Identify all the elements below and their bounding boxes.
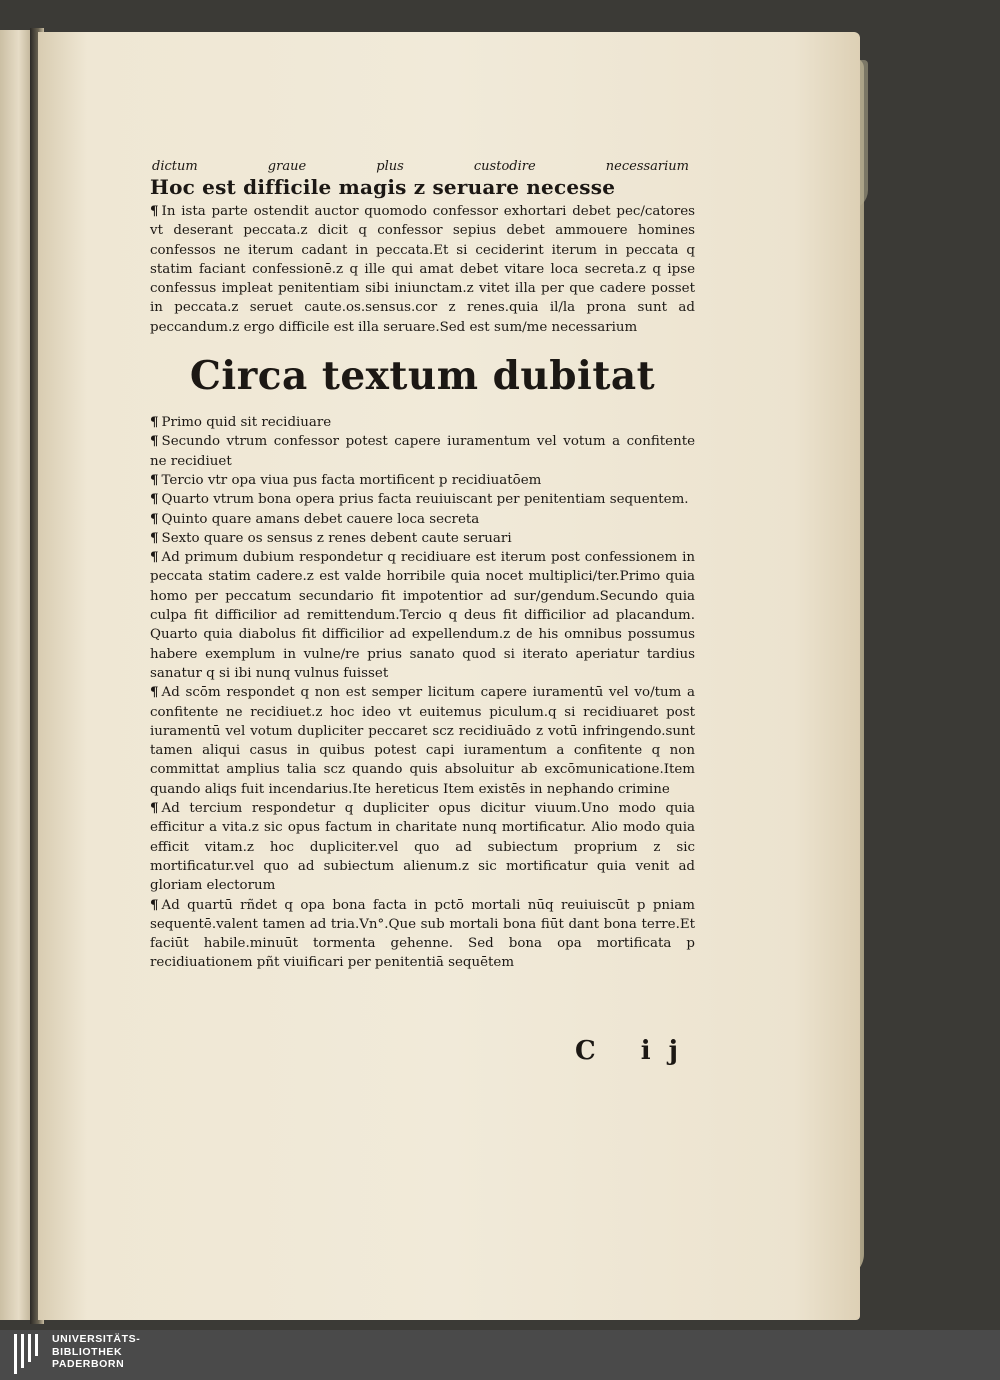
pilcrow-icon: ¶ (150, 203, 159, 219)
pilcrow-icon: ¶ (150, 684, 159, 701)
pilcrow-icon: ¶ (150, 800, 159, 817)
answer-text: Ad quartū rñdet q opa bona facta in pctō mortali nūq reuiuiscūt p pniam sequentē.valent tamen ad tria.Vn°.Que sub mortali bona fiūt dant bona terre.Et faciūt habile.minuūt tormenta gehenne. Sed bona opa mortificata p recidiuationem pñt viuificari per penitentiā sequētem (150, 897, 695, 971)
pilcrow-icon: ¶ (150, 896, 159, 913)
question-text: Sexto quare os sensus z renes debent caute seruari (161, 530, 512, 546)
question-list (150, 413, 695, 548)
answer-text: Ad scōm respondet q non est semper licitum capere iuramentū vel vo/tum a confitente ne recidiuet.z hoc ideo vt euitemus piculum.q si recidiuaret post iuramentū vel votum dupliciter peccaret scz recidiuādo z votū infringendo.sunt tamen aliqui casus in quibus potest capi iuramentum a confitente q non committat amplius talia scz quando quis absoluitur ab excōmunicatione.Item quando aliqs fuit incendarius.Ite hereticus Item existēs in nephando crimine (150, 685, 695, 797)
commentary-text: In ista parte ostendit auctor quomodo confessor exhortari debet pec/catores vt deserant peccata.z dicit q confessor sepius debet ammouere homines confessos ne iterum cadant in peccata.Et si ceciderint iterum in peccata q statim faciant confessionē.z q ille qui amat debet vitare loca secreta.z q ipse confessus impleat penitentiam sibi iniunctam.z vitet illa per que cadere posset in peccata.z seruet caute.os.sensus.cor z renes.quia il/la prona sunt ad peccandum.z ergo difficile est illa seruare.Sed est sum/me necessarium (150, 204, 695, 335)
answer-paragraph (150, 683, 695, 799)
library-name-line: UNIVERSITÄTS- (52, 1333, 141, 1345)
answer-paragraph (150, 799, 695, 895)
footer-bar (0, 1330, 1000, 1380)
question-text: Secundo vtrum confessor potest capere iuramentum vel votum a confitente ne recidiuet (150, 434, 695, 469)
question-text: Quinto quare amans debet cauere loca secreta (161, 511, 480, 527)
library-logo-icon (14, 1334, 44, 1374)
pilcrow-icon: ¶ (150, 414, 159, 431)
commentary-paragraph (150, 202, 695, 337)
commentary (150, 202, 695, 337)
gloss-word: necessarium (605, 159, 689, 174)
question-item (150, 413, 695, 432)
pilcrow-icon: ¶ (150, 510, 159, 527)
pilcrow-icon: ¶ (150, 491, 159, 508)
gloss-word: graue (267, 159, 307, 174)
question-item (150, 432, 695, 471)
question-item (150, 490, 695, 509)
answer-text: Ad primum dubium respondetur q recidiuare est iterum post confessionem in peccata statim cadere.z est valde horribile quia nocet multiplici/ter.Primo quia homo per peccatum secundario fit impotentior ad sur/gendum.Secundo quia culpa fit difficilior ad remittendum.Tercio q deus fit difficilior ad placandum. Quarto quia diabolus fit difficilior ad expellendum.z de his omnibus possumus habere exemplum in vulne/re prius sanato quod si iterato aperiatur tardius sanatur q si ibi nunq vulnus fuisset (150, 550, 695, 681)
interlinear-gloss (152, 158, 689, 175)
pilcrow-icon: ¶ (150, 529, 159, 546)
gloss-word: plus (376, 159, 404, 174)
question-text: Quarto vtrum bona opera prius facta reuiuiscant per penitentiam sequentem. (161, 492, 689, 508)
answer-paragraph (150, 896, 695, 973)
question-text: Tercio vtr opa viua pus facta mortificent p recidiuatōem (161, 472, 542, 488)
answer-text: Ad tercium respondetur q dupliciter opus dicitur viuum.Uno modo quia efficitur a vita.z sic opus factum in charitate nunq mortificatur. Alio modo quia efficit vitam.z hoc dupliciter.vel quo ad subiectum proprium z sic mortificatur.vel quo ad subiectum alienum.z sic mortificatur quia venit ad gloriam electorum (150, 801, 695, 894)
lemma-verse: Hoc est difficile magis z seruare necesse (150, 175, 616, 199)
gloss-word: dictum (152, 159, 198, 174)
pilcrow-icon: ¶ (150, 549, 159, 566)
question-item (150, 471, 695, 490)
question-text: Primo quid sit recidiuare (161, 415, 332, 431)
text-block (150, 158, 695, 973)
library-name-line: BIBLIOTHEK (52, 1345, 123, 1358)
answer-list (150, 548, 695, 973)
library-name-line: PADERBORN (52, 1358, 125, 1370)
section-heading: Circa textum dubitat (189, 353, 656, 400)
pilcrow-icon: ¶ (150, 471, 159, 488)
gloss-word: custodire (473, 159, 536, 174)
pilcrow-icon: ¶ (150, 433, 159, 450)
signature-mark: C ij (575, 1036, 697, 1066)
question-item (150, 510, 695, 529)
answer-paragraph (150, 548, 695, 683)
left-page-edge (0, 30, 34, 1320)
library-name (52, 1333, 140, 1371)
question-item (150, 529, 695, 548)
